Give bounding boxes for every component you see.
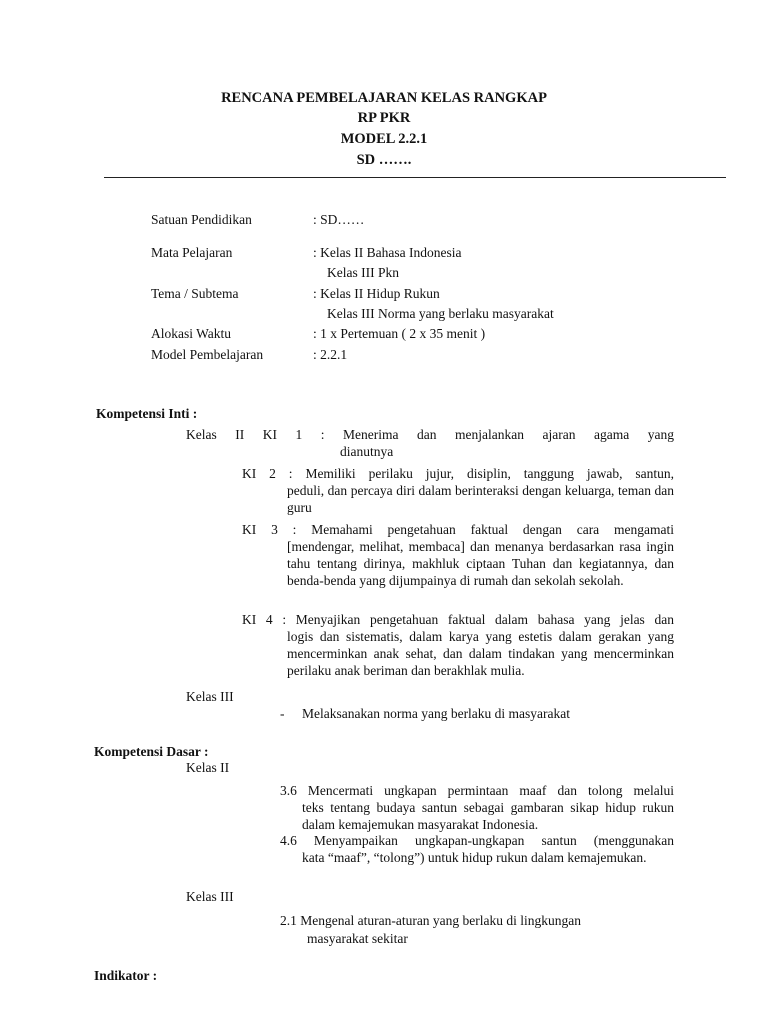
ki3-text: [mendengar, melihat, membaca] dan menanya berdasarkan rasa ingin tahu tentang dirinya, makhluk ciptaan Tuhan dan kegiatannya, dan benda-benda yang dijumpainya di rumah dan sekolah sekolah.: [287, 539, 674, 588]
alokasi-waktu-value: : 1 x Pertemuan ( 2 x 35 menit ): [313, 326, 486, 341]
satuan-pendidikan-value: : SD……: [313, 212, 365, 227]
ki-kelas3-item: Melaksanakan norma yang berlaku di masyarakat: [302, 706, 571, 721]
mata-pelajaran-label: Mata Pelajaran: [151, 245, 233, 260]
indikator-heading: Indikator :: [94, 968, 158, 983]
ki1-line1: Kelas II KI 1 : Menerima dan menjalankan ajaran agama yang: [186, 427, 674, 442]
document-school-title: SD …….: [356, 152, 412, 168]
ki4-text: logis dan sistematis, dalam karya yang estetis dalam gerakan yang mencerminkan anak sehat, dan dalam tindakan yang mencerminkan perilaku anak beriman dan berakhlak mulia.: [287, 629, 674, 678]
kd-kelas3-label: Kelas III: [186, 889, 234, 904]
mata-pelajaran-value-1: : Kelas II Bahasa Indonesia: [313, 245, 462, 260]
model-pembelajaran-value: : 2.2.1: [313, 347, 348, 362]
ki-kelas3-bullet: -: [280, 706, 285, 721]
alokasi-waktu-label: Alokasi Waktu: [151, 326, 232, 341]
tema-subtema-value-2: Kelas III Norma yang berlaku masyarakat: [327, 306, 554, 321]
ki2-line1: KI 2 : Memiliki perilaku jujur, disiplin, tanggung jawab, santun,: [242, 466, 674, 481]
satuan-pendidikan-label: Satuan Pendidikan: [151, 212, 252, 227]
model-pembelajaran-label: Model Pembelajaran: [151, 347, 264, 362]
header-divider: [104, 177, 726, 178]
kd-46-line1: 4.6 Menyampaikan ungkapan-ungkapan santun (menggunakan: [280, 833, 674, 848]
ki2-text: peduli, dan percaya diri dalam berinteraksi dengan keluarga, teman dan guru: [287, 483, 674, 515]
kompetensi-inti-heading: Kompetensi Inti :: [96, 406, 198, 421]
tema-subtema-value-1: : Kelas II Hidup Rukun: [313, 286, 440, 301]
tema-subtema-label: Tema / Subtema: [151, 286, 239, 301]
ki3-line1: KI 3 : Memahami pengetahuan faktual dengan cara mengamati: [242, 522, 674, 537]
kd-36-text: teks tentang budaya santun sebagai gambaran sikap hidup rukun dalam kemajemukan masyarakat Indonesia.: [302, 800, 674, 832]
document-model-title: MODEL 2.2.1: [340, 131, 428, 147]
kompetensi-dasar-heading: Kompetensi Dasar :: [94, 744, 209, 759]
ki4-line1: KI 4 : Menyajikan pengetahuan faktual dalam bahasa yang jelas dan: [242, 612, 674, 627]
document-subtitle-rp-pkr: RP PKR: [357, 110, 411, 126]
ki1-line2: dianutnya: [340, 444, 394, 459]
kd-36-line1: 3.6 Mencermati ungkapan permintaan maaf dan tolong melalui: [280, 783, 674, 798]
kd-46-text: kata “maaf”, “tolong”) untuk hidup rukun dalam kemajemukan.: [302, 850, 647, 865]
mata-pelajaran-value-2: Kelas III Pkn: [327, 265, 399, 280]
kd-21-line1: 2.1 Mengenal aturan-aturan yang berlaku di lingkungan: [280, 913, 582, 928]
document-title: RENCANA PEMBELAJARAN KELAS RANGKAP: [221, 90, 547, 106]
kd-kelas2-label: Kelas II: [186, 760, 230, 775]
ki-kelas3-label: Kelas III: [186, 689, 234, 704]
kd-21-line2: masyarakat sekitar: [307, 931, 408, 946]
